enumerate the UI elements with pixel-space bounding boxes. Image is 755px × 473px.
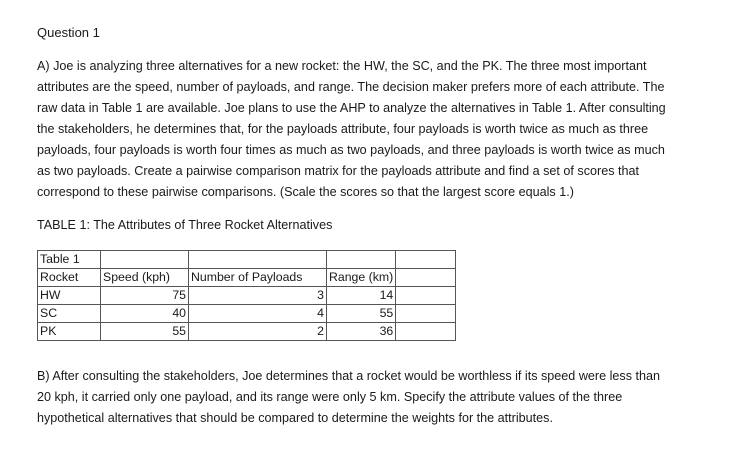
part-a-line: raw data in Table 1 are available. Joe plans to use the AHP to analyze the alternatives in Table 1. After consulting: [37, 101, 666, 115]
rocket-name-cell: PK: [38, 323, 101, 341]
speed-cell: 75: [101, 287, 189, 305]
empty-cell: [396, 287, 456, 305]
range-cell: 36: [327, 323, 396, 341]
part-a-line: attributes are the speed, number of payloads, and range. The decision maker prefers more of each attribute. The: [37, 80, 665, 94]
part-b-line: hypothetical alternatives that should be compared to determine the weights for the attributes.: [37, 411, 553, 425]
range-cell: 55: [327, 305, 396, 323]
part-a-line: as two payloads. Create a pairwise comparison matrix for the payloads attribute and find a set of scores that: [37, 164, 640, 178]
rocket-attributes-table: [37, 250, 456, 341]
table-title-row: [38, 251, 456, 269]
empty-cell: [396, 269, 456, 287]
part-a-line: the stakeholders, he determines that, for the payloads attribute, four payloads is worth twice as much as three: [37, 122, 649, 136]
part-b-line: 20 kph, it carried only one payload, and its range were only 5 km. Specify the attribute values of the three: [37, 390, 623, 404]
payloads-cell: 3: [189, 287, 327, 305]
rocket-name-cell: HW: [38, 287, 101, 305]
range-cell: 14: [327, 287, 396, 305]
part-a-paragraph: [37, 56, 727, 203]
header-payloads: Number of Payloads: [189, 269, 327, 287]
part-b-line: B) After consulting the stakeholders, Joe determines that a rocket would be worthless if its speed were less than: [37, 369, 661, 383]
header-rocket: Rocket: [38, 269, 101, 287]
payloads-cell: 4: [189, 305, 327, 323]
table-caption: TABLE 1: The Attributes of Three Rocket Alternatives: [37, 218, 333, 232]
part-a-line: A) Joe is analyzing three alternatives for a new rocket: the HW, the SC, and the PK. The three most important: [37, 59, 647, 73]
speed-cell: 55: [101, 323, 189, 341]
empty-cell: [327, 251, 396, 269]
part-b-paragraph: [37, 366, 727, 429]
empty-cell: [396, 251, 456, 269]
payloads-cell: 2: [189, 323, 327, 341]
empty-cell: [101, 251, 189, 269]
question-title: Question 1: [37, 25, 100, 40]
empty-cell: [396, 305, 456, 323]
part-a-line: payloads, four payloads is worth four times as much as two payloads, and three payloads is worth twice as much: [37, 143, 665, 157]
empty-cell: [396, 323, 456, 341]
empty-cell: [189, 251, 327, 269]
header-range: Range (km): [327, 269, 396, 287]
header-speed: Speed (kph): [101, 269, 189, 287]
table-row: [38, 305, 456, 323]
table-title-cell: Table 1: [38, 251, 101, 269]
table-row: [38, 287, 456, 305]
part-a-line: correspond to these pairwise comparisons. (Scale the scores so that the largest score equals 1.): [37, 185, 574, 199]
table-row: [38, 323, 456, 341]
rocket-name-cell: SC: [38, 305, 101, 323]
table-header-row: [38, 269, 456, 287]
speed-cell: 40: [101, 305, 189, 323]
